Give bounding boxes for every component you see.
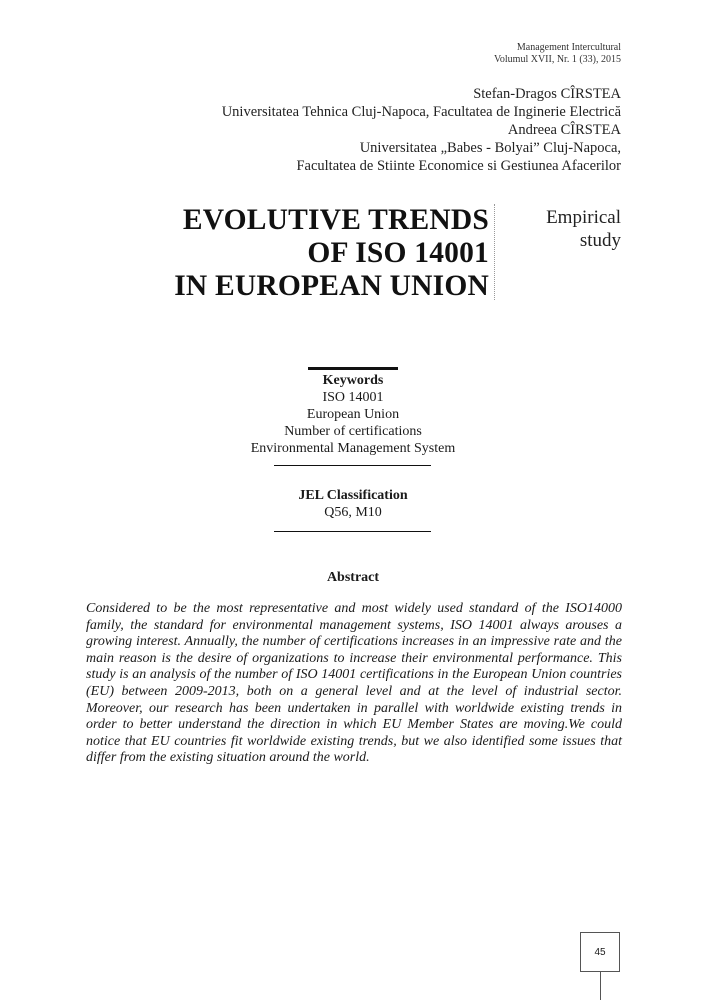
title-line: EVOLUTIVE TRENDS <box>182 204 489 236</box>
title-divider <box>494 204 495 300</box>
jel-codes: Q56, M10 <box>324 505 382 520</box>
journal-issue: Volumul XVII, Nr. 1 (33), 2015 <box>493 54 621 65</box>
jel-heading: JEL Classification <box>298 488 408 503</box>
author-affiliation: Universitatea „Babes - Bolyai” Cluj-Napoca, <box>359 140 621 156</box>
title-line: IN EUROPEAN UNION <box>174 270 489 302</box>
title-line: OF ISO 14001 <box>307 237 489 269</box>
journal-name: Management Intercultural <box>516 42 621 53</box>
keyword-item: European Union <box>306 407 400 422</box>
journal-header <box>494 42 621 66</box>
author-block <box>222 85 621 175</box>
author-name: Stefan-Dragos CÎRSTEA <box>473 86 621 102</box>
paper-type <box>546 206 621 252</box>
abstract-text: Considered to be the most representative and most widely used standard of the ISO14000 family, the standard for environmental management systems, ISO 14001 always arouses a growing interest. Annually, the number of certifications increases in an impressive rate and the main reason is the desire of organizations to increase their environmental performance. This study is an analysis of the number of ISO 14001 certifications in the European Union countries (EU) between 2009-2013, both on a general level and at the level of industrial sector. Moreover, our research has been undertaken in parallel with worldwide existing trends in order to better understand the direction in which EU Member States are moving.We could notice that EU countries fit worldwide existing trends, but we also identified some issues that differ from the existing situation around the world. <box>86 601 622 766</box>
jel-section <box>200 487 506 521</box>
keyword-item: Environmental Management System <box>250 441 456 456</box>
keywords-section <box>200 372 506 457</box>
keywords-bottom-rule <box>274 465 431 466</box>
paper-type-line: Empirical <box>546 207 621 228</box>
author-name: Andreea CÎRSTEA <box>507 122 621 138</box>
abstract-heading: Abstract <box>326 570 380 585</box>
paper-title <box>174 204 489 303</box>
keywords-heading: Keywords <box>322 373 384 388</box>
keywords-top-rule <box>308 367 398 370</box>
paper-type-line: study <box>579 230 621 251</box>
page-number-line <box>600 972 601 1000</box>
keyword-item: ISO 14001 <box>322 390 384 405</box>
author-affiliation: Facultatea de Stiinte Economice si Gestiunea Afacerilor <box>296 158 621 174</box>
page-number: 45 <box>580 932 620 972</box>
keyword-item: Number of certifications <box>284 424 422 439</box>
author-affiliation: Universitatea Tehnica Cluj-Napoca, Facultatea de Inginerie Electrică <box>221 104 621 120</box>
jel-bottom-rule <box>274 531 431 532</box>
